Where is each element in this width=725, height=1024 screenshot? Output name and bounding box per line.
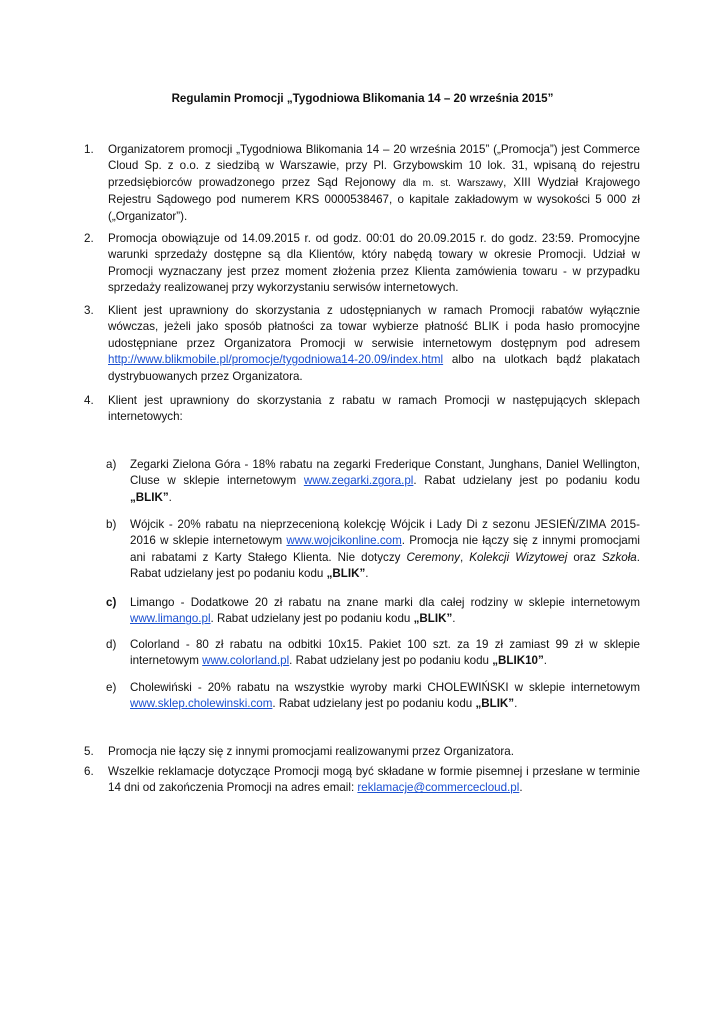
subitem-letter: c) [106,596,117,609]
item-number: 3. [84,304,94,317]
subitem-text: Limango - Dodatkowe 20 zł rabatu na znane marki dla całej rodziny w sklepie internetowym www.limango.pl. Rabat udzielany jest po podaniu kodu „BLIK”. [130,596,640,626]
subitem-text: Zegarki Zielona Góra - 18% rabatu na zegarki Frederique Constant, Junghans, Daniel Wellington, Cluse w sklepie internetowym www.zegarki.zgora.pl. Rabat udzielany jest po podaniu kodu „BLIK”. [130,458,641,504]
wojcik-link[interactable]: www.wojcikonline.com [286,534,402,548]
zegarki-link[interactable]: www.zegarki.zgora.pl [303,474,414,488]
subitem-b [106,517,640,583]
item-text: Promocja obowiązuje od 14.09.2015 r. od godz. 00:01 do 20.09.2015 r. do godz. 23:59. Promocyjne warunki sprzedaży dostępne są dla Klientów, który nabędą towary w okresie Promocji. Udział w Promocji wyznaczany jest przez moment złożenia przez Klienta zamówienia towaru - w przypadku sprzedaży realizowanej przy wykorzystaniu serwisów internetowych. [108,232,640,295]
limango-link[interactable]: www.limango.pl [130,612,211,626]
item-text: Klient jest uprawniony do skorzystania z udostępnianych w ramach Promocji rabatów wyłącznie wówczas, jeżeli jako sposób płatności za towar wybierze płatność BLIK i poda hasło promocyjne udostępniane przez Organizatora Promocji w serwisie internetowym dostępnym pod adresem http://www.blikmobile.pl/promocje/tygodniowa14-20.09/index.html albo na ulotkach bądź plakatach dystrybuowanych przez Organizatora. [108,304,640,383]
item-text: Wszelkie reklamacje dotyczące Promocji mogą być składane w formie pisemnej i przesłane w terminie 14 dni od zakończenia Promocji na adres email: reklamacje@commercecloud.pl. [108,765,640,795]
list-item-3 [84,303,640,385]
subitem-letter: b) [106,518,117,531]
subitem-a [106,457,640,506]
list-item-6 [84,764,640,797]
subitem-text: Cholewiński - 20% rabatu na wszystkie wyroby marki CHOLEWIŃSKI w sklepie internetowym www.sklep.cholewinski.com. Rabat udzielany jest po podaniu kodu „BLIK”. [130,681,640,711]
cholewinski-link[interactable]: www.sklep.cholewinski.com [130,697,273,711]
colorland-link[interactable]: www.colorland.pl [202,654,290,668]
item-text: Klient jest uprawniony do skorzystania z rabatu w ramach Promocji w następujących sklepach internetowych: [108,394,640,424]
subitem-text: Colorland - 80 zł rabatu na odbitki 10x15. Pakiet 100 szt. za 19 zł zamiast 99 zł w sklepie internetowym www.colorland.pl. Rabat udzielany jest po podaniu kodu „BLIK10”. [130,638,640,668]
list-item-1 [84,142,640,225]
list-item-5 [84,744,640,760]
email-link[interactable]: reklamacje@commercecloud.pl [357,781,520,795]
subitem-text: Wójcik - 20% rabatu na nieprzecenioną kolekcję Wójcik i Lady Di z sezonu JESIEŃ/ZIMA 2015-2016 w sklepie internetowym www.wojcikonline.com. Promocja nie łączy się z innymi promocjami ani rabatami z Karty Stałego Klienta. Nie dotyczy Ceremony, Kolekcji Wizytowej oraz Szkoła. Rabat udzielany jest po podaniu kodu „BLIK”. [130,518,640,581]
item-number: 6. [84,765,94,778]
list-item-2 [84,231,640,297]
document-title: Regulamin Promocji „Tygodniowa Blikomania 14 – 20 września 2015” [171,92,554,105]
item-number: 5. [84,745,94,758]
item-number: 4. [84,394,94,407]
item-number: 2. [84,232,94,245]
subitem-e [106,680,640,713]
subitem-d [106,637,640,670]
list-item-4 [84,393,640,426]
item-number: 1. [84,143,94,156]
promo-page-link[interactable]: http://www.blikmobile.pl/promocje/tygodniowa14-20.09/index.html [108,353,444,367]
subitem-letter: a) [106,458,117,471]
subitem-letter: d) [106,638,117,651]
item-text: Promocja nie łączy się z innymi promocjami realizowanymi przez Organizatora. [108,745,514,758]
item-text: Organizatorem promocji „Tygodniowa Blikomania 14 – 20 września 2015” („Promocja”) jest Commerce Cloud Sp. z o.o. z siedzibą w Warszawie, przy Pl. Grzybowskim 10 lok. 31, wpisaną do rejestru przedsiębiorców prowadzonego przez Sąd Rejonowy dla m. st. Warszawy, XIII Wydział Krajowego Rejestru Sądowego pod numerem KRS 0000538467, o kapitale zakładowym w wysokości 5 000 zł („Organizator”). [108,143,641,223]
subitem-letter: e) [106,681,117,694]
subitem-c [106,595,640,628]
